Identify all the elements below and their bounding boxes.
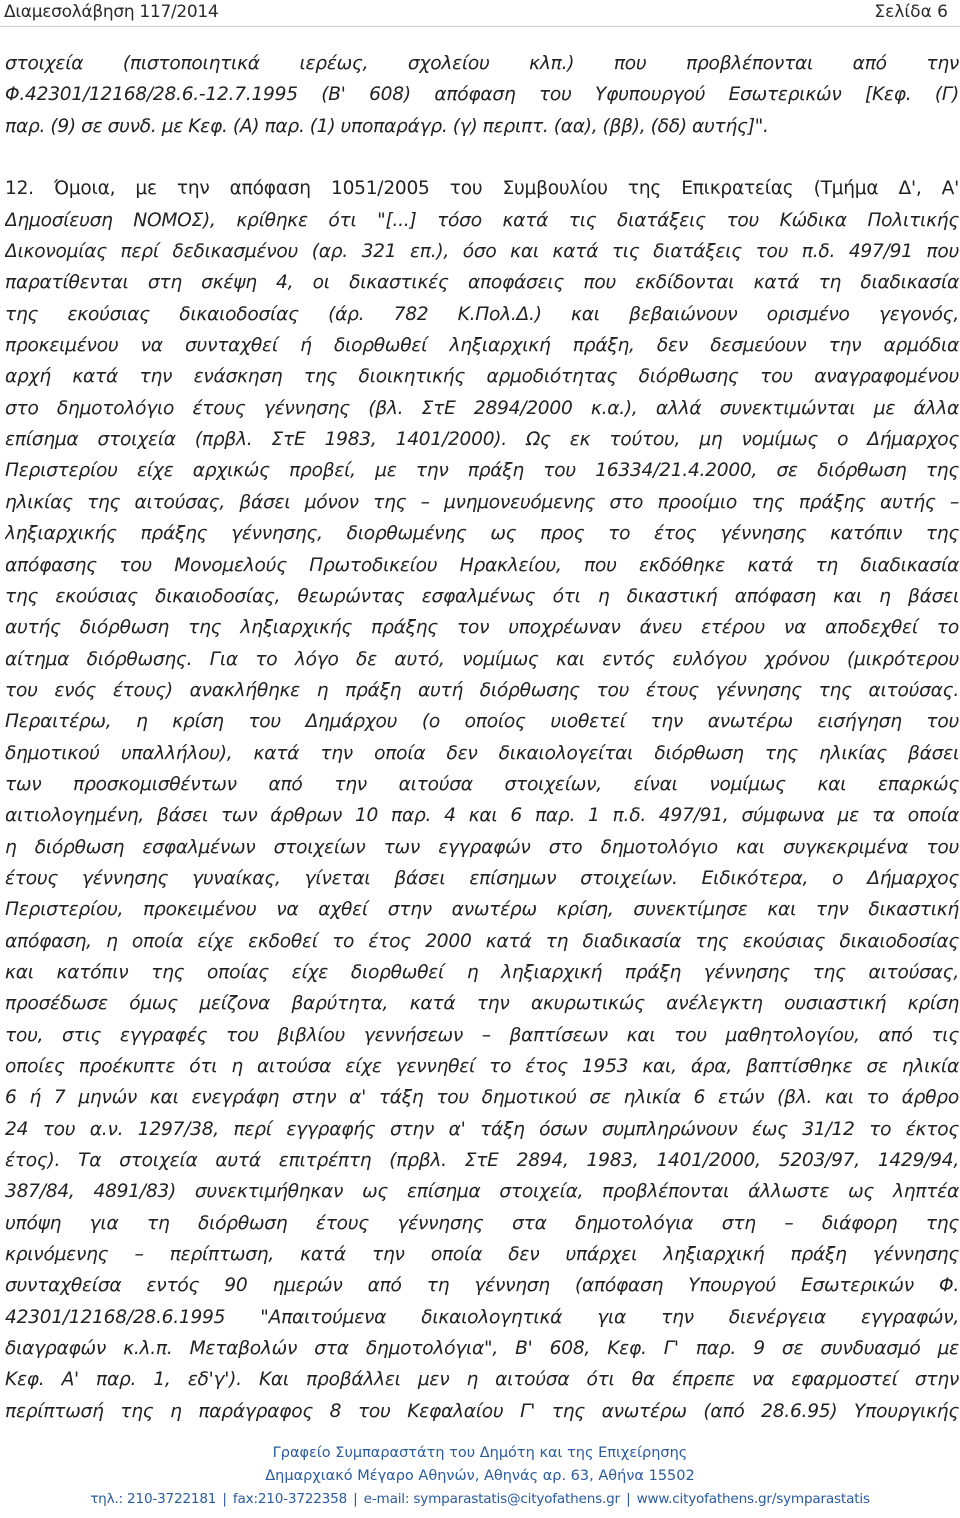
text-line: απόφαση, η οποία είχε εκδοθεί το έτος 2000 κατά τη διαδικασία της εκούσιας δικαιοδοσίας: [5, 930, 959, 952]
footer-separator: |: [222, 1491, 227, 1507]
text-line: επίσημα στοιχεία (πρβλ. ΣτΕ 1983, 1401/2000). Ως εκ τούτου, μη νομίμως ο Δήμαρχος: [5, 429, 959, 451]
text-line: δημοτικού υπαλλήλου), κατά την οποία δεν δικαιολογείται διόρθωση της ηλικίας βάσει: [5, 742, 959, 764]
text-line: αρχή κατά την ενάσκηση της διοικητικής αρμοδιότητας διόρθωσης του αναγραφομένου: [5, 366, 959, 388]
document-title: Διαμεσολάβηση 117/2014: [4, 2, 219, 22]
footer-office: Γραφείο Συμπαραστάτη του Δημότη και της Επιχείρησης: [272, 1445, 688, 1461]
text-line: διαγραφών κ.λ.π. Μεταβολών στα δημοτολόγια", Β' 608, Κεφ. Γ' παρ. 9 σε συνδυασμό με: [5, 1338, 959, 1360]
text-line: η διόρθωση εσφαλμένων στοιχείων των εγγραφών στο δημοτολόγιο και συγκεκριμένα του: [5, 836, 959, 858]
footer-fax: fax:210-3722358: [232, 1491, 348, 1507]
text-line: συνταχθείσα εντός 90 ημερών από τη γέννηση (απόφαση Υπουργού Εσωτερικών Φ.: [5, 1275, 959, 1297]
text-line: της εκούσιας δικαιοδοσίας (άρ. 782 Κ.Πολ.Δ.) και βεβαιώνουν ορισμένο γεγονός,: [5, 303, 959, 325]
page-number: Σελίδα 6: [874, 2, 948, 22]
text-line: 387/84, 4891/83) συνεκτιμήθηκαν ως επίσημα στοιχεία, προβλέπονται άλλωστε ως ληπτέα: [5, 1181, 959, 1203]
text-line: στο δημοτολόγιο έτους γέννησης (βλ. ΣτΕ 2894/2000 κ.α.), αλλά συνεκτιμώνται με άλλα: [5, 397, 959, 419]
text-line: ληξιαρχικής πράξης γέννησης, διορθωμένης ως προς το έτος γέννησης κατόπιν της: [5, 523, 959, 545]
text-line: οποίες προέκυπτε ότι η αιτούσα είχε γεννηθεί το έτος 1953 και, άρα, βαπτίσθηκε σε ηλικία: [5, 1056, 959, 1077]
text-line: αίτημα διόρθωσης. Για το λόγο δε αυτό, νομίμως και εντός ευλόγου χρόνου (μικρότερου: [5, 648, 959, 670]
text-line: του, στις εγγραφές του βιβλίου γεννήσεων – βαπτίσεων και του μαθητολογίου, από τις: [5, 1024, 959, 1046]
text-line: παρατίθενται στη σκέψη 4, οι δικαστικές αποφάσεις που εκδίδονται κατά τη διαδικασία: [5, 272, 959, 294]
text-line: Περαιτέρω, η κρίση του Δημάρχου (ο οποίος υιοθετεί την ανωτέρω εισήγηση του: [5, 711, 959, 733]
footer-phone: τηλ.: 210-3722181: [90, 1491, 217, 1507]
blank-line: [5, 142, 959, 173]
document-body: [5, 48, 959, 1427]
text-line: της εκούσιας δικαιοδοσίας, θεωρώντας εσφαλμένως ότι η δικαστική απόφαση και η βάσει: [5, 585, 959, 607]
text-line: στοιχεία (πιστοποιητικά ιερέως, σχολείου κλπ.) που προβλέπονται από την: [5, 53, 959, 74]
text-line: Κεφ. Α' παρ. 1, εδ'γ'). Και προβάλλει μεν η αιτούσα ότι θα έπρεπε να εφαρμοστεί στην: [5, 1369, 959, 1391]
text-line: Περιστερίου είχε αρχικώς προβεί, με την πράξη του 16334/21.4.2000, σε διόρθωση της: [5, 460, 959, 482]
text-line: έτους γέννησης γυναίκας, γίνεται βάσει επίσημων στοιχείων. Ειδικότερα, ο Δήμαρχος: [5, 867, 959, 889]
text-line: 42301/12168/28.6.1995 "Απαιτούμενα δικαιολογητικά για την διενέργεια εγγραφών,: [5, 1306, 959, 1328]
text-line: 6 ή 7 μηνών και ενεγράφη στην α' τάξη του δημοτικού σε ηλικία 6 ετών (βλ. και το άρθρο: [5, 1087, 959, 1109]
text-line: και κατόπιν της οποίας είχε διορθωθεί η ληξιαρχική πράξη γέννησης της αιτούσας,: [5, 961, 959, 983]
text-line: Φ.42301/12168/28.6.-12.7.1995 (Β' 608) απόφαση του Υφυπουργού Εσωτερικών [Κεφ. (Γ): [5, 84, 959, 106]
footer-email[interactable]: e-mail: symparastatis@cityofathens.gr: [363, 1491, 620, 1507]
page-header: [0, 0, 960, 27]
text-line: προσέδωσε όμως μείζονα βαρύτητα, κατά την ακυρωτικώς ανέλεγκτη ουσιαστική κρίση: [5, 993, 959, 1015]
text-line: Περιστερίου, προκειμένου να αχθεί στην ανωτέρω κρίση, συνεκτίμησε και την δικαστική: [5, 899, 959, 921]
text-line: περίπτωσή της η παράγραφος 8 του Κεφαλαίου Γ' της ανωτέρω (από 28.6.95) Υπουργικής: [5, 1400, 959, 1422]
page-footer: [0, 1442, 960, 1511]
text-line: υπόψη για τη διόρθωση έτους γέννησης στα δημοτολόγια στη – διάφορη της: [5, 1212, 959, 1234]
text-line: αιτιολογημένη, βάσει των άρθρων 10 παρ. 4 και 6 παρ. 1 π.δ. 497/91, σύμφωνα με τα οποία: [5, 805, 959, 827]
footer-website[interactable]: www.cityofathens.gr/symparastatis: [636, 1491, 870, 1507]
footer-separator: |: [626, 1491, 631, 1507]
text-line: απόφασης του Μονομελούς Πρωτοδικείου Ηρακλείου, που εκδόθηκε κατά τη διαδικασία: [5, 554, 959, 576]
text-line: Δικονομίας περί δεδικασμένου (αρ. 321 επ.), όσο και κατά τις διατάξεις του π.δ. 497/91 που: [5, 241, 959, 263]
text-line: προκειμένου να συνταχθεί ή διορθωθεί ληξιαρχική πράξη, δεν δεσμεύουν την αρμόδια: [5, 335, 959, 357]
text-line: αυτής διόρθωση της ληξιαρχικής πράξης τον υποχρέωναν άνευ ετέρου να αποδεχθεί το: [5, 617, 959, 639]
text-line: των προσκομισθέντων από την αιτούσα στοιχείων, είναι νομίμως και επαρκώς: [5, 773, 959, 795]
text-line: Δημοσίευση ΝΟΜΟΣ), κρίθηκε ότι "[...] τόσο κατά τις διατάξεις του Κώδικα Πολιτικής: [5, 209, 959, 231]
footer-contact: [0, 1488, 960, 1511]
text-line: 12. Όμοια, με την απόφαση 1051/2005 του Συμβουλίου της Επικρατείας (Τμήμα Δ', Α': [5, 178, 959, 200]
footer-separator: |: [353, 1491, 358, 1507]
text-line: έτος). Τα στοιχεία αυτά επιτρέπτη (πρβλ. ΣτΕ 2894, 1983, 1401/2000, 5203/97, 1429/94,: [5, 1150, 959, 1172]
text-line: ηλικίας της αιτούσας, βάσει μόνον της – μνημονευόμενης στο προοίμιο της πράξης αυτής –: [5, 491, 959, 513]
text-line: του ενός έτους) ανακλήθηκε η πράξη αυτή διόρθωσης του έτους γέννησης της αιτούσας.: [5, 679, 959, 701]
text-line: παρ. (9) σε συνδ. με Κεφ. (Α) παρ. (1) υποπαράγρ. (γ) περιπτ. (αα), (ββ), (δδ) αυτής]".: [5, 115, 769, 137]
text-line: 24 του α.ν. 1297/38, περί εγγραφής στην α' τάξη όσων συμπληρώνουν έως 31/12 το έκτος: [5, 1118, 959, 1140]
text-line: κρινόμενης – περίπτωση, κατά την οποία δεν υπάρχει ληξιαρχική πράξη γέννησης: [5, 1244, 959, 1266]
footer-address: Δημαρχιακό Μέγαρο Αθηνών, Αθηνάς αρ. 63, Αθήνα 15502: [265, 1468, 695, 1484]
